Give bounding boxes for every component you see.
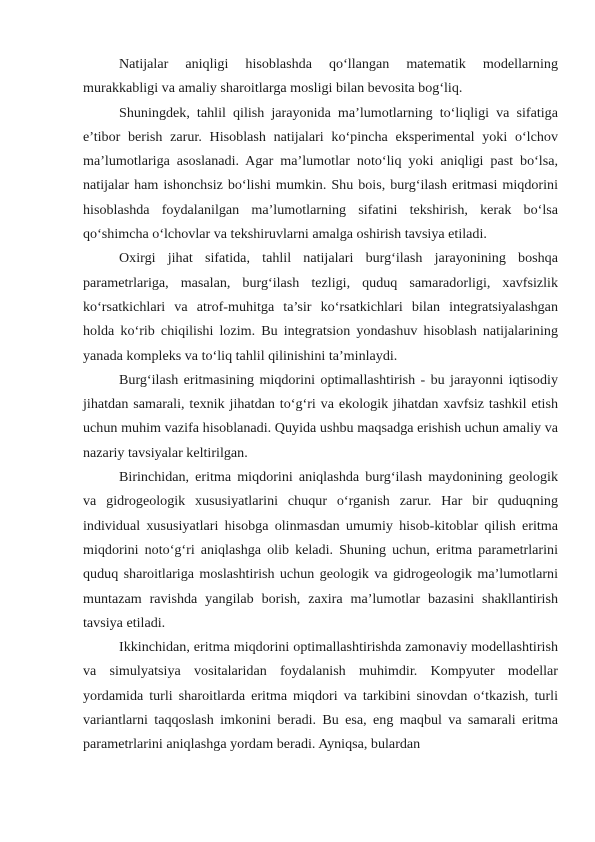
paragraph-5: Birinchidan, eritma miqdorini aniqlashda burg‘ilash maydonining geologik va gidrogeologik xususiyatlarini chuqur o‘rganish zarur. Har bir quduqning individual xususiyatlari hisobga olinmasdan umumiy hisob-kitoblar qilish eritma miqdorini noto‘g‘ri aniqlashga olib keladi. Shuning uchun, eritma parametrlarini quduq sharoitlariga moslashtirish uchun geologik va gidrogeologik ma’lumotlarni muntazam ravishda yangilab borish, zaxira ma’lumotlar bazasini shakllantirish tavsiya etiladi. [83, 469, 558, 631]
paragraph-2: Shuningdek, tahlil qilish jarayonida ma’lumotlarning to‘liqligi va sifatiga e’tibor berish zarur. Hisoblash natijalari ko‘pincha eksperimental yoki o‘lchov ma’lumotlariga asoslanadi. Agar ma’lumotlar noto‘liq yoki aniqligi past bo‘lsa, natijalar ham ishonchsiz bo‘lishi mumkin. Shu bois, burg‘ilash eritmasi miqdorini hisoblashda foydalanilgan ma’lumotlarning sifatini tekshirish, kerak bo‘lsa qo‘shimcha o‘lchovlar va tekshiruvlarni amalga oshirish tavsiya etiladi. [83, 104, 558, 243]
document-page [83, 52, 558, 757]
paragraph-1: Natijalar aniqligi hisoblashda qo‘llangan matematik modellarning murakkabligi va amaliy sharoitlarga mosligi bilan bevosita bog‘liq. [83, 56, 558, 97]
paragraph-3: Oxirgi jihat sifatida, tahlil natijalari burg‘ilash jarayonining boshqa parametrlariga, masalan, burg‘ilash tezligi, quduq samaradorligi, xavfsizlik ko‘rsatkichlari va atrof-muhitga ta’sir ko‘rsatkichlari bilan integratsiyalashgan holda ko‘rib chiqilishi lozim. Bu integratsion yondashuv hisoblash natijalarining yanada kompleks va to‘liq tahlil qilinishini ta’minlaydi. [83, 250, 558, 364]
paragraph-6: Ikkinchidan, eritma miqdorini optimallashtirishda zamonaviy modellashtirish va simulyatsiya vositalaridan foydalanish muhimdir. Kompyuter modellar yordamida turli sharoitlarda eritma miqdori va tarkibini sinovdan o‘tkazish, turli variantlarni taqqoslash imkonini beradi. Bu esa, eng maqbul va samarali eritma parametrlarini aniqlashga yordam beradi. Ayniqsa, bulardan [83, 639, 558, 753]
paragraph-4: Burg‘ilash eritmasining miqdorini optimallashtirish - bu jarayonni iqtisodiy jihatdan samarali, texnik jihatdan to‘g‘ri va ekologik jihatdan xavfsiz tashkil etish uchun muhim vazifa hisoblanadi. Quyida ushbu maqsadga erishish uchun amaliy va nazariy tavsiyalar keltirilgan. [83, 371, 558, 461]
